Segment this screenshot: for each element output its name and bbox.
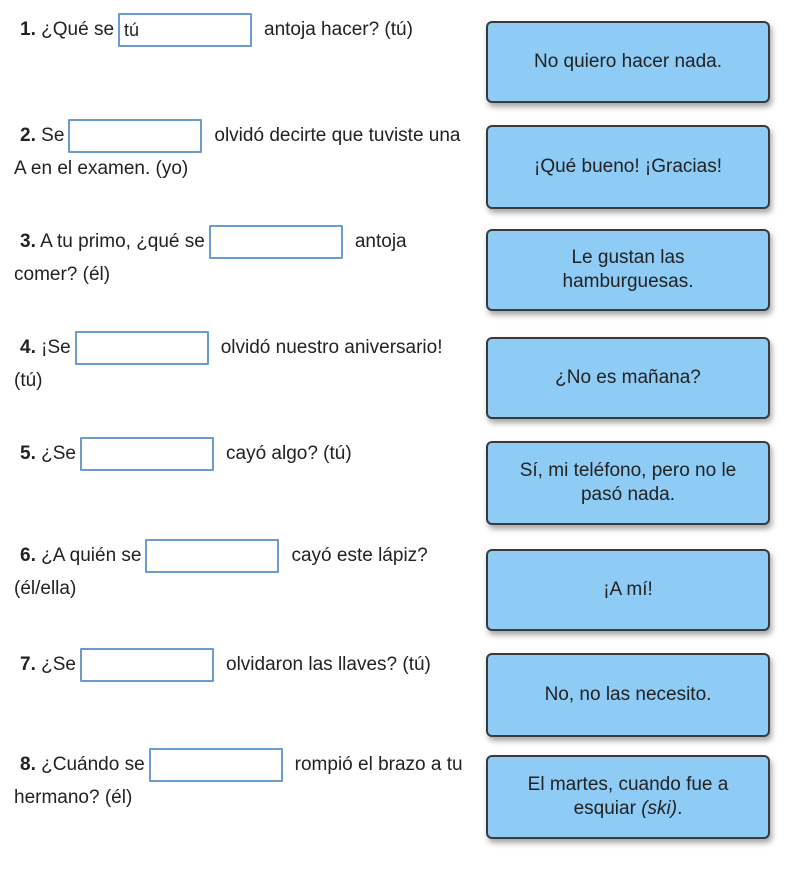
question-1: [14, 13, 470, 47]
question-text-after: antoja comer? (él): [14, 231, 407, 285]
question-number: 8.: [20, 754, 36, 776]
question-text-before: ¿Qué se: [41, 19, 115, 41]
answer-input-1[interactable]: [118, 13, 252, 47]
question-number: 1.: [20, 19, 36, 41]
response-card-4[interactable]: [486, 337, 770, 419]
question-text-before: Se: [41, 125, 65, 147]
answer-input-6[interactable]: [145, 539, 279, 573]
answer-input-4[interactable]: [75, 331, 209, 365]
response-text: Sí, mi teléfono, pero no le pasó nada.: [519, 460, 737, 505]
answer-input-5[interactable]: [80, 437, 214, 471]
response-card-2[interactable]: [486, 125, 770, 209]
question-number: 4.: [20, 337, 36, 359]
response-text: No, no las necesito.: [544, 684, 712, 705]
question-text-after: antoja hacer? (tú): [264, 19, 413, 41]
question-8: [14, 748, 470, 814]
question-2: [14, 119, 470, 185]
question-3: [14, 225, 470, 291]
response-text: Le gustan las hamburguesas.: [562, 247, 694, 292]
question-5: [14, 437, 470, 471]
question-4: [14, 331, 470, 397]
response-card-8[interactable]: [486, 755, 770, 839]
question-number: 7.: [20, 654, 36, 676]
response-text-suffix: .: [677, 798, 683, 819]
question-text-before: ¿Se: [41, 443, 76, 465]
question-7: [14, 648, 470, 682]
question-text-after: olvidó decirte que tuviste una A en el examen. (yo): [14, 125, 461, 179]
question-text-after: olvidaron las llaves? (tú): [226, 654, 431, 676]
response-text: [508, 773, 748, 821]
question-text-after: olvidó nuestro aniversario! (tú): [14, 337, 443, 391]
question-number: 5.: [20, 443, 36, 465]
question-text-after: cayó algo? (tú): [226, 443, 352, 465]
answer-input-8[interactable]: [149, 748, 283, 782]
response-card-7[interactable]: [486, 653, 770, 737]
answer-input-2[interactable]: [68, 119, 202, 153]
response-text: ¡A mí!: [603, 579, 653, 600]
response-card-5[interactable]: [486, 441, 770, 525]
question-6: [14, 539, 470, 605]
response-card-1[interactable]: [486, 21, 770, 103]
response-text: No quiero hacer nada.: [533, 51, 722, 72]
question-text-after: rompió el brazo a tu hermano? (él): [14, 754, 463, 808]
response-text-italic: (ski): [641, 798, 678, 819]
question-text-before: ¡Se: [41, 337, 71, 359]
answer-input-3[interactable]: [209, 225, 343, 259]
question-number: 2.: [20, 125, 36, 147]
question-text-before: ¿Se: [41, 654, 76, 676]
response-text: ¡Qué bueno! ¡Gracias!: [534, 156, 722, 177]
question-text-before: A tu primo, ¿qué se: [40, 231, 205, 253]
response-text-main: El martes, cuando fue a esquiar: [527, 774, 729, 819]
response-card-6[interactable]: [486, 549, 770, 631]
question-number: 6.: [20, 545, 36, 567]
question-text-before: ¿Cuándo se: [41, 754, 145, 776]
question-text-before: ¿A quién se: [41, 545, 142, 567]
question-number: 3.: [20, 231, 36, 253]
question-text-after: cayó este lápiz? (él/ella): [14, 545, 428, 599]
response-card-3[interactable]: [486, 229, 770, 311]
answer-input-7[interactable]: [80, 648, 214, 682]
response-text: ¿No es mañana?: [555, 367, 701, 388]
